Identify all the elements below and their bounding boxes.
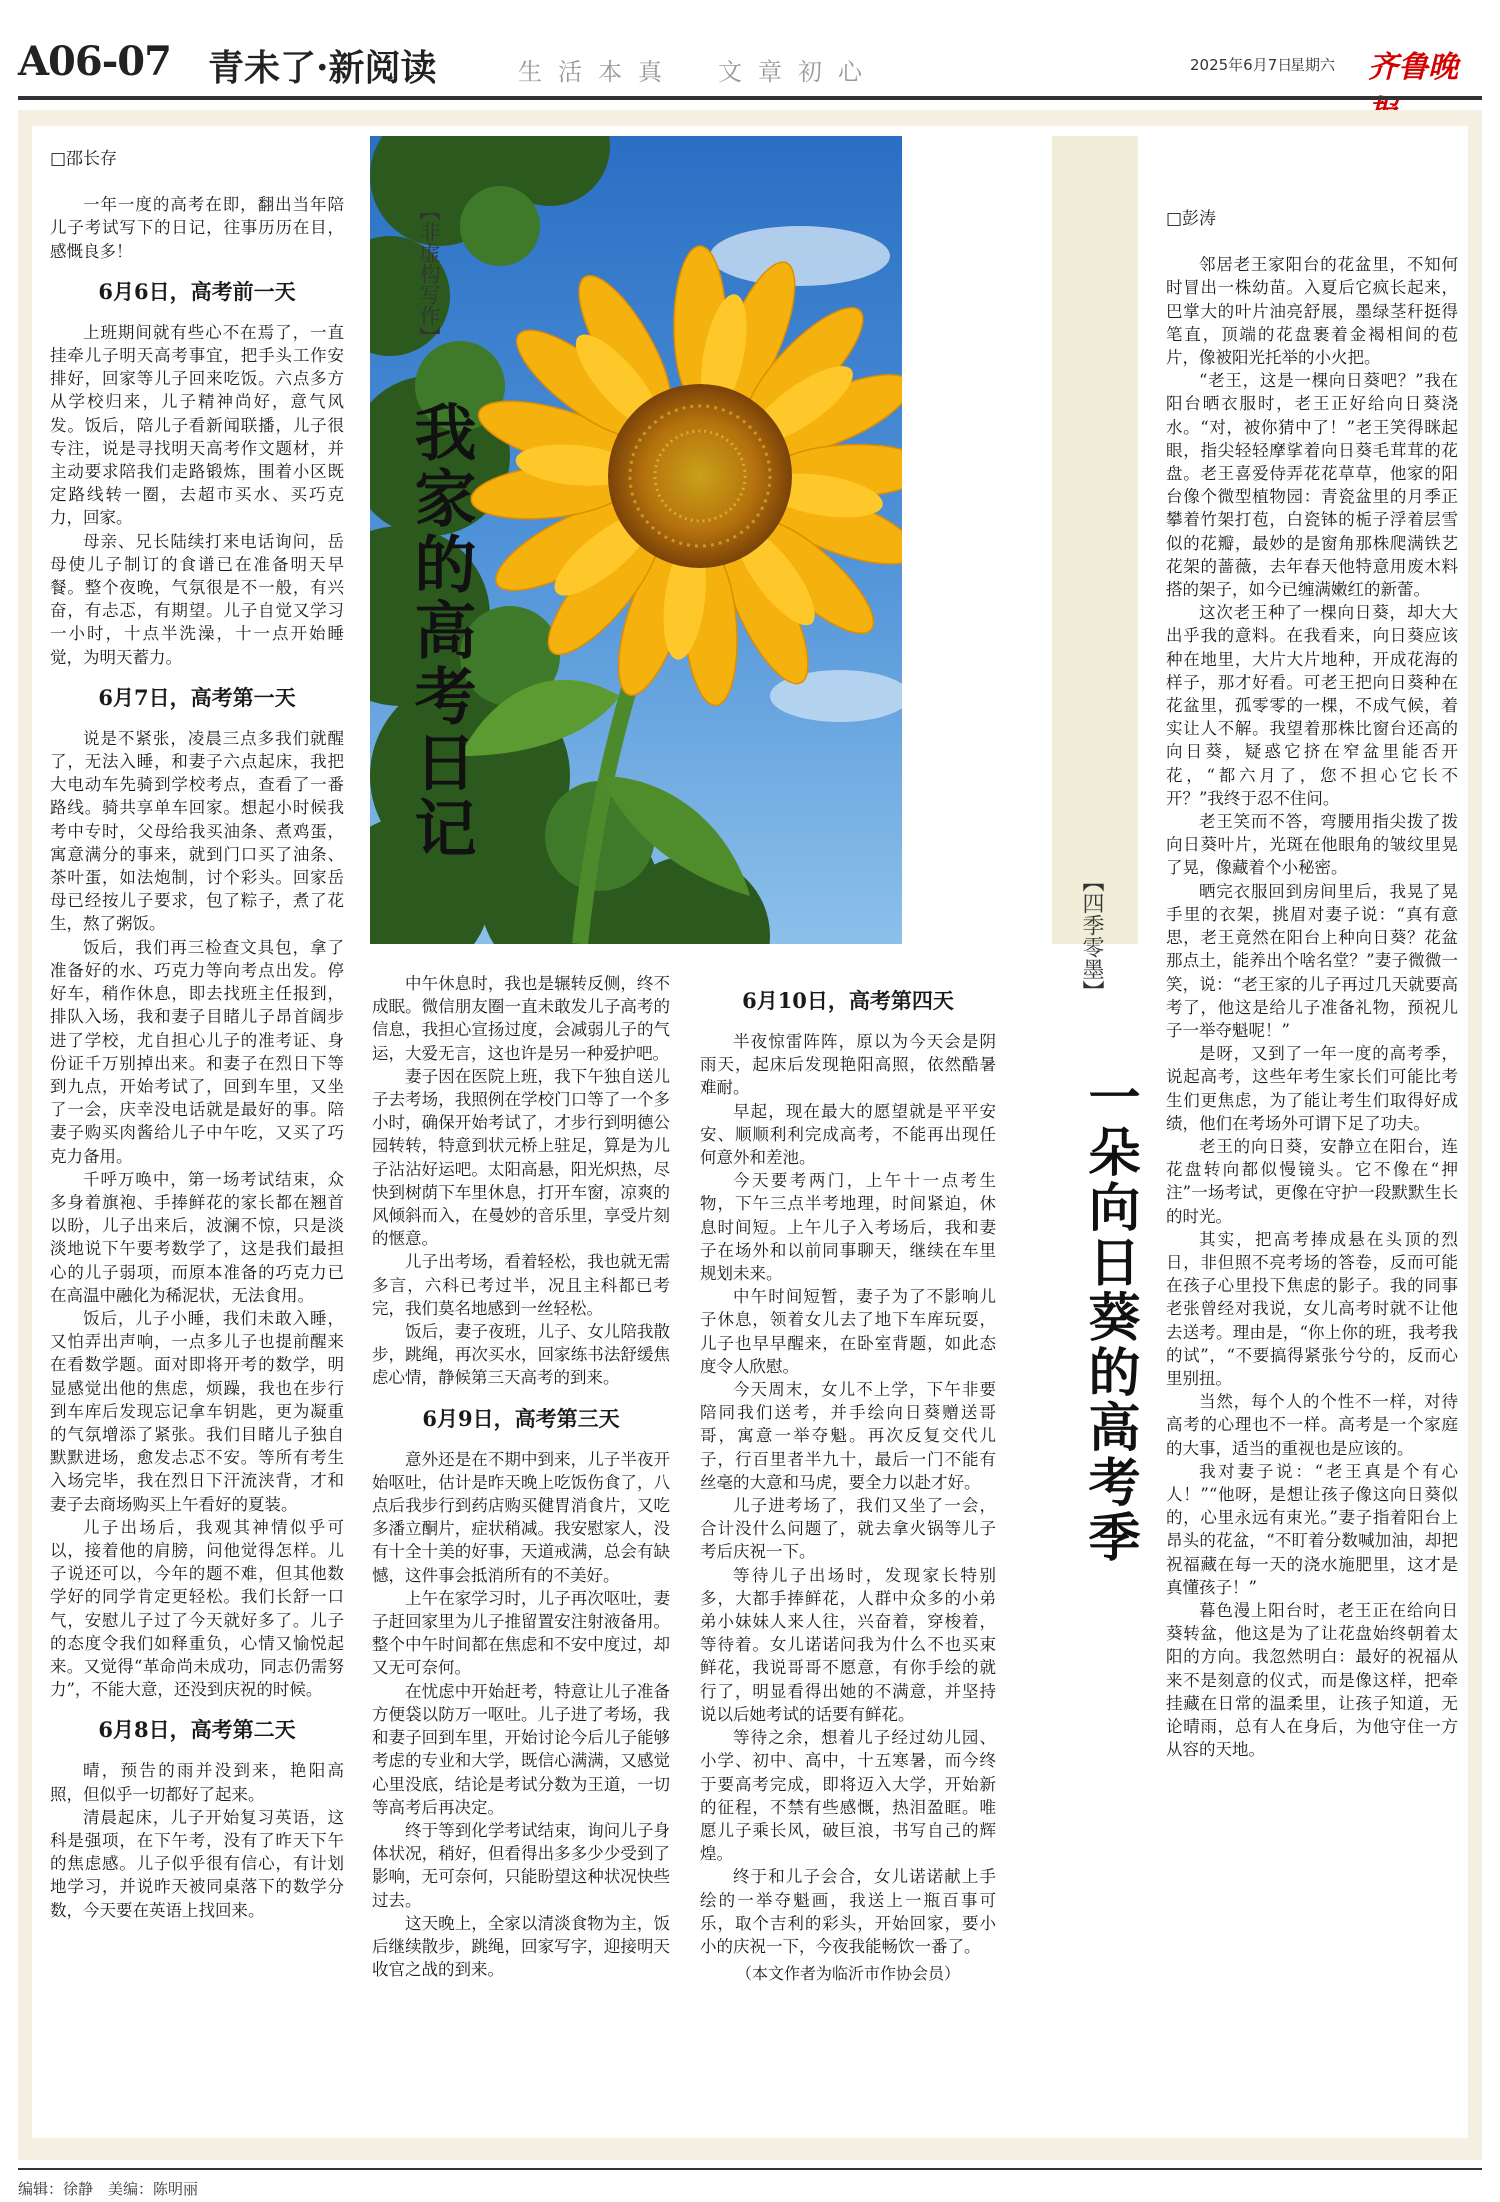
paragraph: 是呀，又到了一年一度的高考季，说起高考，这些年考生家长们可能比考生们更焦虑，为了能让考生们取得好成绩，他们在考场外可谓下足了功夫。 bbox=[1166, 1044, 1458, 1133]
paragraph: 晒完衣服回到房间里后，我晃了晃手里的衣架，挑眉对妻子说：“真有意思，老王竟然在阳台上种向日葵？花盆那点土，能养出个啥名堂？”妻子微微一笑，说：“老王家的儿子再过几天就要高考了，他这是给儿子准备礼物，预祝儿子一举夺魁呢！” bbox=[1166, 881, 1458, 1040]
issue-weekday: 星期六 bbox=[1290, 56, 1336, 74]
article2-title: 一朵向日葵的高考季 bbox=[1079, 1070, 1140, 1565]
paragraph: 暮色漫上阳台时，老王正在给向日葵转盆，他这是为了让花盘始终朝着太阳的方向。我忽然明白：最好的祝福从来不是刻意的仪式，而是像这样，把牵挂藏在日常的温柔里，让孩子知道，无论晴雨，总有人在身后，为他守住一方从容的天地。 bbox=[1166, 1600, 1458, 1760]
paragraph: 饭后，儿子小睡，我们未敢入睡，又怕弄出声响，一点多儿子也提前醒来在看数学题。面对即将开考的数学，明显感觉出他的焦虑，烦躁，我也在步行到车库后发现忘记拿车钥匙，更为凝重的气氛增添了紧张。我们目睹儿子独自默默进场，愈发忐忑不安。等所有考生入场完毕，我在烈日下汗流浃背，才和妻子去商场购买上午看好的夏装。 bbox=[50, 1308, 344, 1514]
masthead bbox=[18, 38, 1482, 94]
paragraph: 等待儿子出场时，发现家长特别多，大都手捧鲜花，人群中众多的小弟弟小妹妹人来人往，兴奋着，穿梭着，等待着。女儿诺诺问我为什么不也买束鲜花，我说哥哥不愿意，有你手绘的就行了，明显看得出她的不满意，并坚持说以后她考试的话要有鲜花。 bbox=[700, 1565, 996, 1724]
paragraph: 终于和儿子会合，女儿诺诺献上手绘的一举夺魁画，我送上一瓶百事可乐，取个吉利的彩头，开始回家，要小小的庆祝一下，今夜我能畅饮一番了。 bbox=[700, 1867, 996, 1956]
paragraph: 说是不紧张，凌晨三点多我们就醒了，无法入睡，和妻子六点起床，我把大电动车先骑到学校考点，查看了一番路线。骑共享单车回家。想起小时候我考中专时，父母给我买油条、煮鸡蛋，寓意满分的事来，就到门口买了油条、茶叶蛋，如法炮制，讨个彩头。回家岳母已经按儿子要求，包了粽子，煮了花生，熬了粥饭。 bbox=[50, 728, 344, 934]
article1-column-1 bbox=[50, 148, 344, 2128]
section-heading: 6月6日，高考前一天 bbox=[98, 278, 296, 304]
paragraph: 当然，每个人的个性不一样，对待高考的心理也不一样。高考是一个家庭的大事，适当的重视也是应该的。 bbox=[1166, 1392, 1458, 1458]
paragraph: 清晨起床，儿子开始复习英语，这科是强项，在下午考，没有了昨天下午的焦虑感。儿子似乎很有信心，有计划地学习，并说昨天被同桌落下的数学分数，今天要在英语上找回来。 bbox=[50, 1807, 344, 1920]
paragraph: 半夜惊雷阵阵，原以为今天会是阴雨天，起床后发现艳阳高照，依然酷暑难耐。 bbox=[700, 1032, 996, 1098]
paragraph: 晴，预告的雨并没到来，艳阳高照，但似乎一切都好了起来。 bbox=[50, 1761, 344, 1804]
newspaper-logo: 齐鲁晚 bbox=[1368, 50, 1458, 85]
paragraph: 儿子出场后，我观其神情似乎可以，接着他的肩膀，问他觉得怎样。儿子说还可以，今年的题不难，但其他数学好的同学肯定更轻松。我们长舒一口气，安慰儿子过了今天就好多了。儿子的态度令我们如释重负，心情又愉悦起来。又觉得“革命尚未成功，同志仍需努力”，不能大意，还没到庆祝的时候。 bbox=[50, 1517, 344, 1700]
paragraph: “老王，这是一棵向日葵吧？”我在阳台晒衣服时，老王正好给向日葵浇水。“对，被你猜中了！”老王笑得眯起眼，指尖轻轻摩挲着向日葵毛茸茸的花盘。老王喜爱侍弄花花草草，他家的阳台像个微型植物园：青瓷盆里的月季正攀着竹架打苞，白瓷钵的栀子浮着层雪似的花瓣，最妙的是窗角那株爬满铁艺花架的蔷薇，去年春天他特意用废木料搭的架子，如今已缠满嫩红的新蕾。 bbox=[1166, 371, 1458, 600]
title-strip bbox=[1052, 136, 1138, 944]
issue-date: 2025年6月7日 bbox=[1190, 56, 1293, 74]
paragraph: 早起，现在最大的愿望就是平平安安、顺顺利利完成高考，不能再出现任何意外和差池。 bbox=[700, 1101, 996, 1168]
paragraph: 老王笑而不答，弯腰用指尖拨了拨向日葵叶片，光斑在他眼角的皱纹里晃了晃，像藏着个小秘密。 bbox=[1166, 812, 1458, 878]
article1-intro: 一年一度的高考在即，翻出当年陪儿子考试写下的日记，往事历历在目，感慨良多！ bbox=[50, 195, 344, 261]
paragraph: 中午休息时，我也是辗转反侧，终不成眠。微信朋友圈一直未敢发儿子高考的信息，我担心宣扬过度，会减弱儿子的气运，大爱无言，这也许是另一种爱护吧。 bbox=[372, 974, 670, 1063]
paragraph: 其实，把高考捧成悬在头顶的烈日，非但照不亮考场的答卷，反而可能在孩子心里投下焦虑的影子。我的同事老张曾经对我说，女儿高考时就不让他去送考。理由是，“你上你的班，我考我的试”，“不要搞得紧张兮兮的，反而心里别扭。 bbox=[1166, 1229, 1458, 1388]
section-heading: 6月8日，高考第二天 bbox=[98, 1717, 296, 1743]
paragraph: 母亲、兄长陆续打来电话询问，岳母使儿子制订的食谱已在准备明天早餐。整个夜晚，气氛很是不一般，有兴奋，有忐忑，有期望。儿子自觉又学习一小时，十点半洗澡，十一点开始睡觉，为明天蓄力。 bbox=[50, 531, 344, 667]
article2-author: □彭涛 bbox=[1166, 209, 1217, 229]
page-number: A06-07 bbox=[18, 38, 171, 85]
article2-column bbox=[1166, 208, 1458, 2108]
paragraph: 千呼万唤中，第一场考试结束，众多身着旗袍、手捧鲜花的家长都在翘首以盼，儿子出来后，波澜不惊，只是淡淡地说下午要考数学了，这是我们最担心的儿子弱项，而原本准备的巧克力已在高温中融化为稀泥状，无法食用。 bbox=[50, 1169, 344, 1305]
paragraph: 老王的向日葵，安静立在阳台，连花盘转向都似慢镜头。它不像在“押注”一场考试，更像在守护一段默默生长的时光。 bbox=[1166, 1136, 1458, 1226]
paragraph: 邻居老王家阳台的花盆里，不知何时冒出一株幼苗。入夏后它疯长起来，巴掌大的叶片油亮舒展，墨绿茎秆挺得笔直，顶端的花盘裹着金褐相间的苞片，像被阳光托举的小火把。 bbox=[1166, 255, 1458, 368]
section-heading: 6月7日，高考第一天 bbox=[98, 684, 296, 710]
footer-rule bbox=[18, 2168, 1482, 2170]
paragraph: 等待之余，想着儿子经过幼儿园、小学、初中、高中，十五寒暑，而今终于要高考完成，即将迈入大学，开始新的征程，不禁有些感慨，热泪盈眶。唯愿儿子乘长风，破巨浪，书写自己的辉煌。 bbox=[700, 1728, 996, 1864]
article1-author: □邵长存 bbox=[50, 149, 118, 169]
paragraph: 妻子因在医院上班，我下午独自送儿子去考场，我照例在学校门口等了一个多小时，确保开始考试了，才步行到明德公园转转，特意到状元桥上驻足，算是为儿子沾沾好运吧。太阳高悬，阳光炽热，尽快到树荫下车里休息，打开车窗，凉爽的风倾斜而入，在曼妙的音乐里，享受片刻的惬意。 bbox=[372, 1066, 670, 1249]
article1-column-2 bbox=[372, 972, 670, 2132]
paragraph: 这天晚上，全家以清淡食物为主，饭后继续散步，跳绳，回家写字，迎接明天收官之战的到来。 bbox=[372, 1913, 670, 1980]
paragraph: 儿子进考场了，我们又坐了一会，合计没什么问题了，就去拿火锅等儿子考后庆祝一下。 bbox=[700, 1496, 996, 1562]
paragraph: 今天周末，女儿不上学，下午非要陪同我们送考，并手绘向日葵赠送哥哥，寓意一举夺魁。再次反复交代儿子，行百里者半九十，最后一门不能有丝毫的大意和马虎，要全力以赴才好。 bbox=[700, 1380, 996, 1492]
paragraph: 上午在家学习时，儿子再次呕吐，妻子赶回家里为儿子推留置安注射液备用。整个中午时间都在焦虑和不安中度过，却又无可奈何。 bbox=[372, 1588, 670, 1678]
article1-column-3 bbox=[700, 972, 996, 2132]
paragraph: 上班期间就有些心不在焉了，一直挂牵儿子明天高考事宜，把手头工作安排好，回家等儿子回来吃饭。六点多方从学校归来，儿子精神尚好，意气风发。饭后，陪儿子看新闻联播，儿子很专注，说是寻找明天高考作文题材，并主动要求陪我们走路锻炼，围着小区既定路线转一圈，去超市买水、买巧克力，回家。 bbox=[50, 322, 344, 528]
masthead-rule bbox=[18, 96, 1482, 100]
article1-title: 我家的高考日记 bbox=[404, 400, 477, 862]
paragraph: 这次老王种了一棵向日葵，却大大出乎我的意料。在我看来，向日葵应该种在地里，大片大片地种，开成花海的样子，那才好看。可老王把向日葵种在花盆里，孤零零的一棵，不成气候，着实让人不解。我望着那株比窗台还高的向日葵，疑惑它挤在窄盆里能否开花，“都六月了，您不担心它长不开？”我终于忍不住问。 bbox=[1166, 603, 1458, 808]
author-note: （本文作者为临沂市作协会员） bbox=[735, 1964, 960, 1984]
paragraph: 终于等到化学考试结束，询问儿子身体状况，稍好，但看得出多多少少受到了影响，无可奈何，只能盼望这种状况快些过去。 bbox=[372, 1820, 670, 1910]
paragraph: 儿子出考场，看着轻松，我也就无需多言，六科已考过半，况且主科都已考完，我们莫名地感到一丝轻松。 bbox=[372, 1252, 670, 1318]
paragraph: 今天要考两门，上午十一点考生物，下午三点半考地理，时间紧迫，休息时间短。上午儿子入考场后，我和妻子在场外和以前同事聊天，继续在车里规划未来。 bbox=[700, 1171, 996, 1284]
section-title: 青未了·新阅读 bbox=[208, 47, 437, 89]
paragraph: 中午时间短暂，妻子为了不影响儿子休息，领着女儿去了地下车库玩耍，儿子也早早醒来，在卧室背题，如此态度令人欣慰。 bbox=[700, 1287, 996, 1376]
article1-tag: 【非虚构写作】 bbox=[417, 200, 441, 347]
page-footer bbox=[18, 2168, 1482, 2199]
paragraph: 饭后，妻子夜班，儿子、女儿陪我散步，跳绳，再次买水，回家练书法舒缓焦虑心情，静候第三天高考的到来。 bbox=[372, 1322, 670, 1388]
paragraph: 意外还是在不期中到来，儿子半夜开始呕吐，估计是昨天晚上吃饭伤食了，八点后我步行到药店购买健胃消食片，又吃多潘立酮片，症状稍减。我安慰家人，没有十全十美的好事，天道戒满，总会有缺憾，这件事会抵消所有的不美好。 bbox=[372, 1449, 670, 1585]
article2-tag: 【四季零墨】 bbox=[1079, 870, 1104, 1002]
section-slogan: 生活本真 文章初心 bbox=[518, 58, 878, 86]
paragraph: 在忧虑中开始赶考，特意让儿子准备方便袋以防万一呕吐。儿子进了考场，我和妻子回到车里，开始讨论今后儿子能够考虑的专业和大学，既信心满满，又感觉心里没底，结论是考试分数为王道，一切等高考后再决定。 bbox=[372, 1681, 670, 1817]
section-heading: 6月10日，高考第四天 bbox=[742, 988, 954, 1013]
paragraph: 饭后，我们再三检查文具包，拿了准备好的水、巧克力等向考点出发。停好车，稍作休息，即去找班主任报到，排队入场，我和妻子目睹儿子昂首阔步进了学校，尤自担心儿子的准考证、身份证千万别掉出来。和妻子在烈日下等到九点，开始考试了，回到车里，又坐了一会，庆幸没电话就是最好的事。陪妻子购买肉酱给儿子中午吃，又买了巧克力备用。 bbox=[50, 937, 344, 1166]
footer-credits: 编辑：徐静 美编：陈明丽 bbox=[18, 2180, 199, 2198]
section-heading: 6月9日，高考第三天 bbox=[422, 1405, 620, 1431]
paragraph: 我对妻子说：“老王真是个有心人！”“他呀，是想让孩子像这向日葵似的，心里永远有束光。”妻子指着阳台上昂头的花盆，“不盯着分数喊加油，却把祝福藏在每一天的浇水施肥里，这才是真懂孩子！” bbox=[1166, 1461, 1458, 1597]
